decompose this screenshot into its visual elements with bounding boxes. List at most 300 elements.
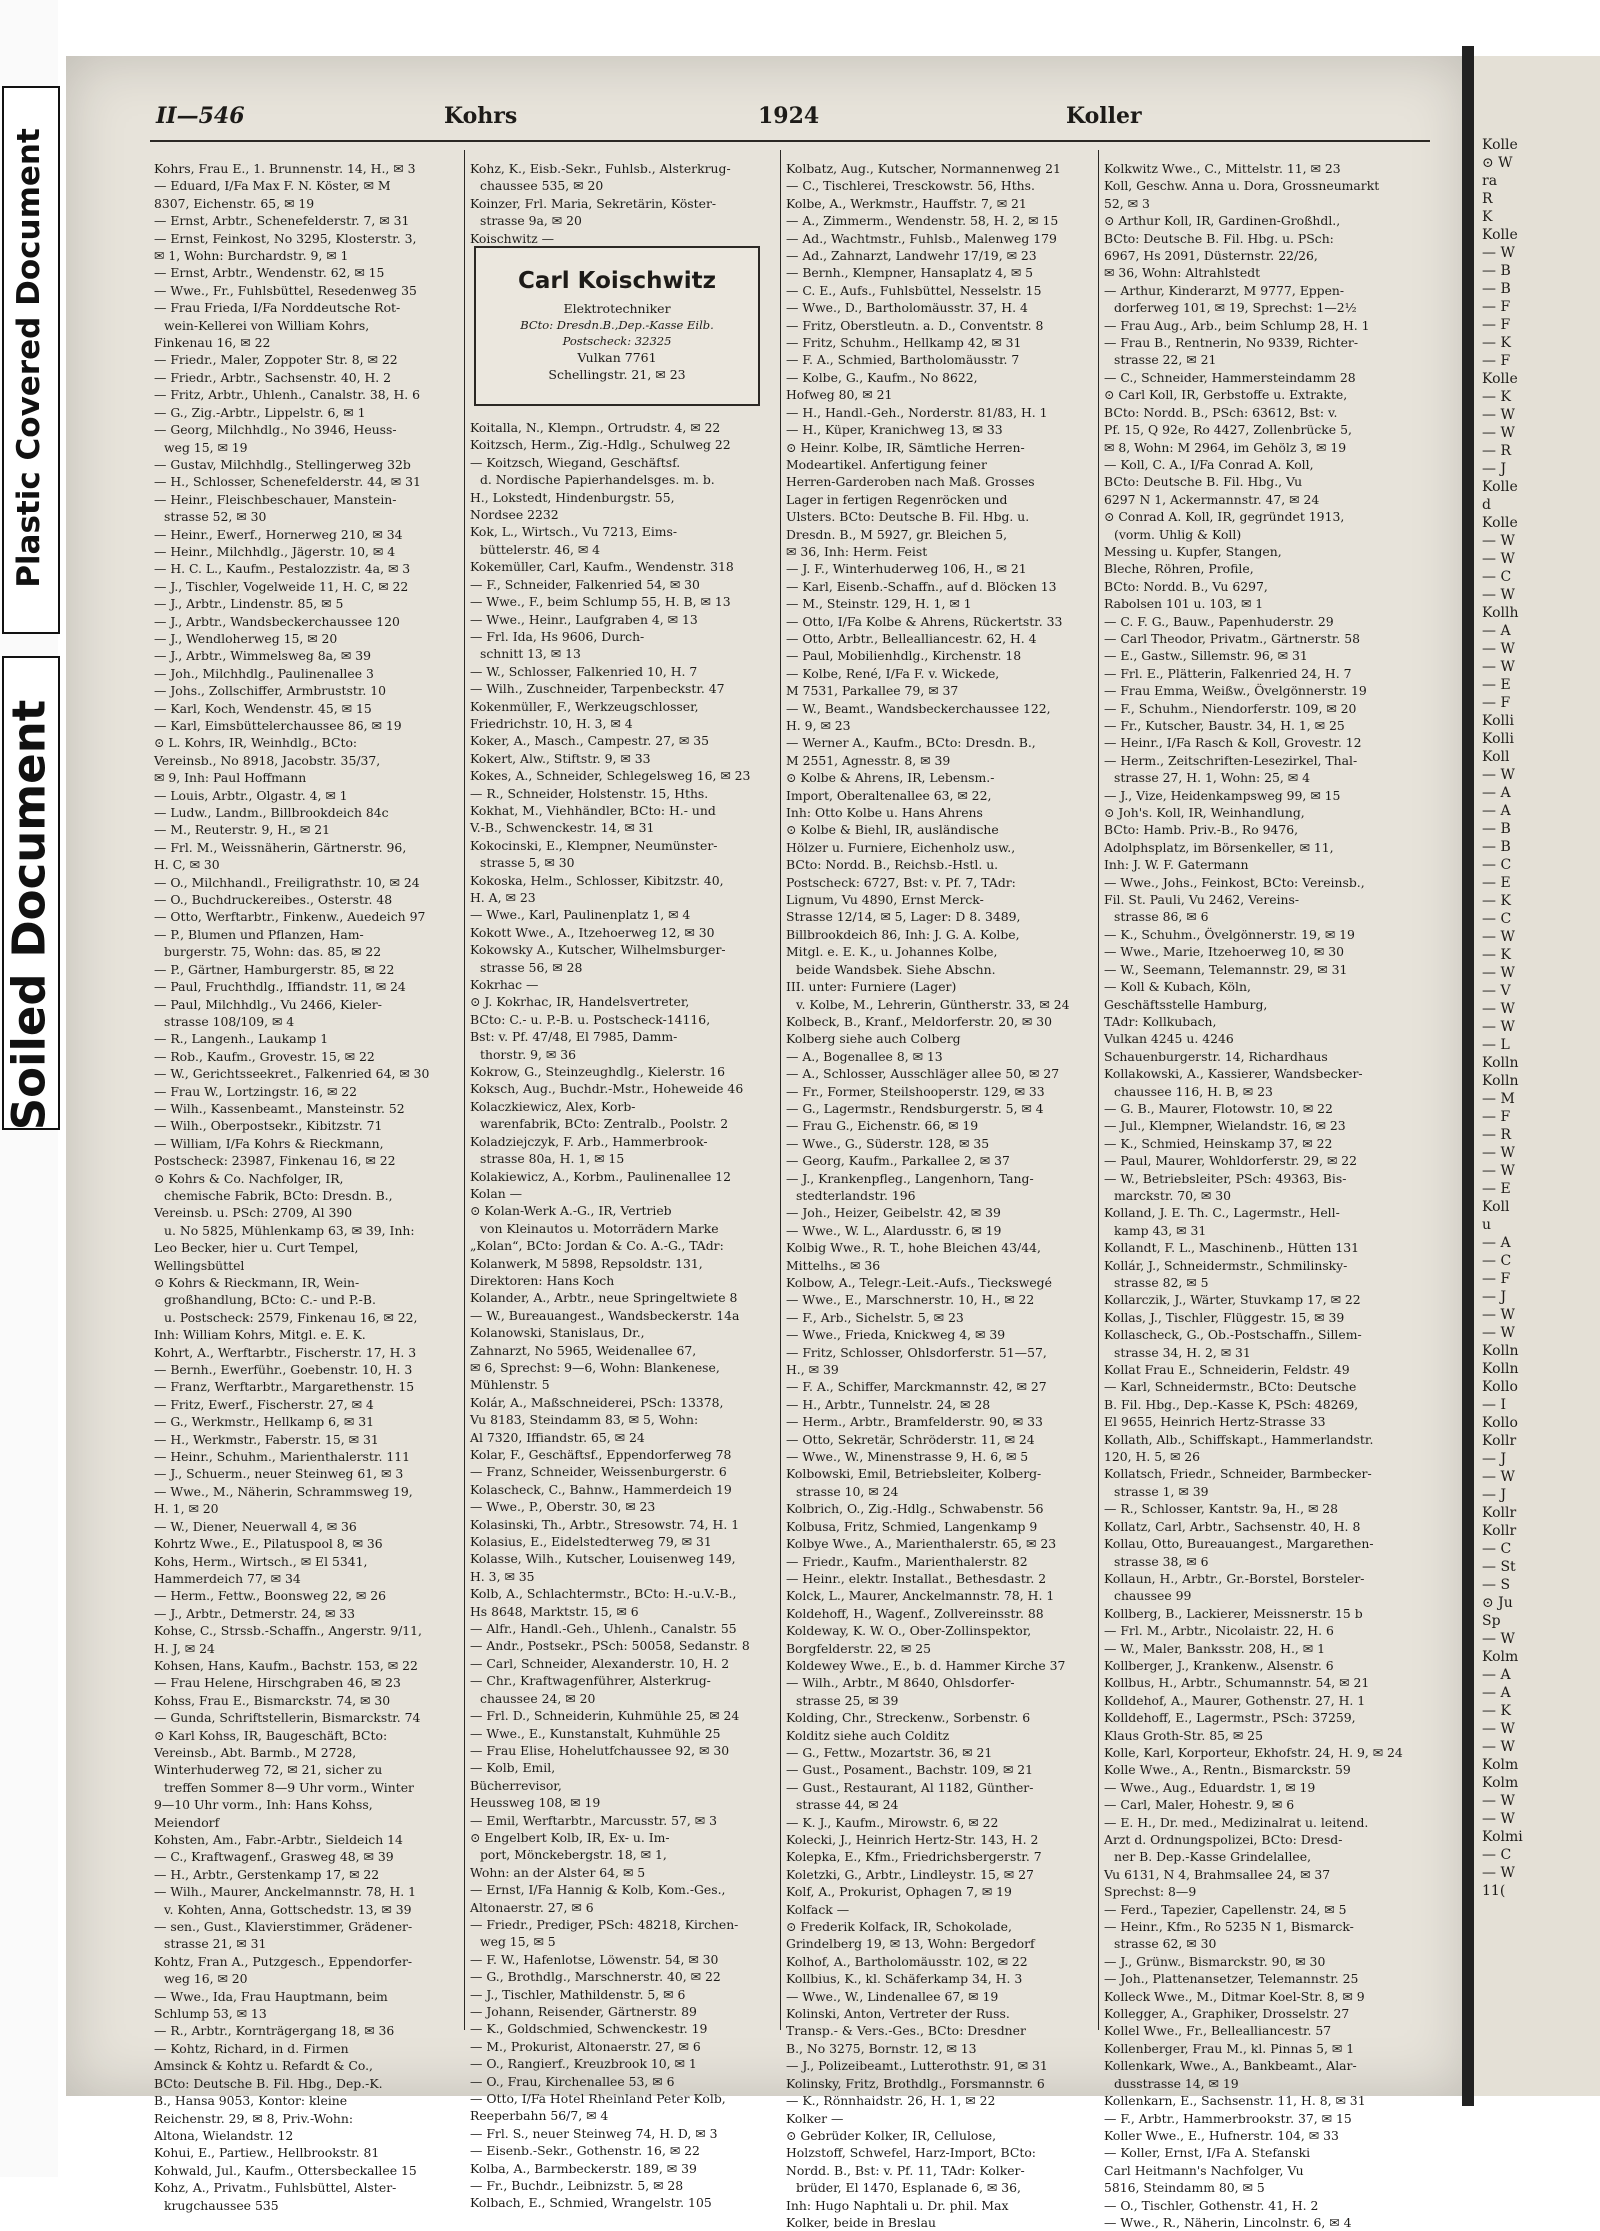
directory-entry-line: Kolker —: [786, 2110, 844, 2126]
next-page-line: — C: [1482, 857, 1512, 873]
directory-entry-line: — Wwe., Fr., Fuhlsbüttel, Resedenweg 35: [154, 282, 417, 298]
next-page-line: — W: [1482, 407, 1515, 423]
next-page-line: — W: [1482, 1793, 1515, 1809]
directory-entry-line: Kokoska, Helm., Schlosser, Kibitzstr. 40,: [470, 872, 724, 888]
ad-postscheck: Postscheck: 32325: [562, 334, 672, 348]
next-page-line: — W: [1482, 425, 1515, 441]
directory-entry-line: — W., Seemann, Telemannstr. 29, ✉ 31: [1104, 961, 1348, 977]
next-page-line: ra: [1482, 173, 1498, 189]
directory-entry-line: — Frl. E., Plätterin, Falkenried 24, H. 7: [1104, 665, 1352, 681]
next-page-line: Koll: [1482, 749, 1510, 765]
directory-entry-line: — F. A., Schmied, Bartholomäusstr. 7: [786, 352, 1020, 368]
next-page-line: — K: [1482, 389, 1511, 405]
directory-entry-line: — A., Zimmerm., Wendenstr. 58, H. 2, ✉ 15: [786, 213, 1059, 229]
directory-entry-line: Kollat Frau E., Schneiderin, Feldstr. 49: [1104, 1362, 1350, 1378]
directory-entry-line: Arzt d. Ordnungspolizei, BCto: Dresd-: [1104, 1832, 1343, 1847]
directory-entry-line: — Wwe., Frieda, Knickweg 4, ✉ 39: [786, 1327, 1006, 1343]
directory-entry-line: — Frau G., Eichenstr. 66, ✉ 19: [786, 1118, 979, 1134]
directory-entry-line: Reichenstr. 29, ✉ 8, Priv.-Wohn:: [154, 2110, 354, 2126]
directory-entry-line: Kolander, A., Arbtr., neue Springeltwiete 8: [470, 1290, 738, 1306]
directory-entry-line: weg 15, ✉ 19: [164, 439, 248, 455]
directory-entry-line: strasse 80a, H. 1, ✉ 15: [480, 1151, 625, 1167]
directory-entry-line: Pf. 15, Q 92e, Ro 4427, Zollenbrücke 5,: [1104, 422, 1352, 438]
directory-entry-line: Kollbius, K., kl. Schäferkamp 34, H. 3: [786, 1971, 1023, 1987]
next-page-line: — K: [1482, 335, 1511, 351]
next-page-line: — C: [1482, 1847, 1512, 1863]
directory-entry-line: ⊙ J. Kokrhac, IR, Handelsvertreter,: [470, 994, 690, 1010]
directory-entry-line: BCto: Deutsche B. Fil. Hbg., Dep.-K.: [154, 2075, 383, 2091]
next-page-line: K: [1482, 209, 1493, 225]
next-page-line: — F: [1482, 695, 1511, 711]
directory-entry-line: H., Lokstedt, Hindenburgstr. 55,: [470, 489, 675, 505]
directory-entry-line: Sprechst: 8—9: [1104, 1884, 1197, 1900]
directory-entry-line: Koitalla, N., Klempn., Ortrudstr. 4, ✉ 22: [470, 420, 721, 436]
directory-entry-line: ✉ 9, Inh: Paul Hoffmann: [154, 770, 307, 786]
next-page-line: — E: [1482, 1181, 1511, 1197]
next-page-line: — L: [1482, 1037, 1510, 1053]
directory-entry-line: Kolleck Wwe., M., Ditmar Koel-Str. 8, ✉ 9: [1104, 1988, 1365, 2004]
directory-entry-line: Kolbow, A., Telegr.-Leit.-Aufs., Tieckswegé: [786, 1275, 1052, 1290]
directory-entry-line: Kolinsky, Fritz, Brothdlg., Forsmannstr. 6: [786, 2075, 1045, 2091]
directory-entry-line: — Heinr., Fleischbeschauer, Manstein-: [154, 491, 397, 507]
directory-entry-line: thorstr. 9, ✉ 36: [480, 1046, 576, 1062]
directory-entry-line: strasse 52, ✉ 30: [164, 509, 267, 525]
directory-entry-line: — Karl, Eimsbüttelerchaussee 86, ✉ 19: [154, 718, 402, 733]
directory-entry-line: ⊙ Carl Koll, IR, Gerbstoffe u. Extrakte,: [1104, 387, 1348, 403]
directory-entry-line: Adolphsplatz, im Börsenkeller, ✉ 11,: [1104, 839, 1334, 855]
directory-entry-line: H. 9, ✉ 23: [786, 718, 851, 733]
directory-entry-line: Kokes, A., Schneider, Schlegelsweg 16, ✉ 23: [470, 768, 751, 784]
directory-entry-line: Klaus Groth-Str. 85, ✉ 25: [1104, 1727, 1263, 1743]
next-page-line: Koll: [1482, 1199, 1510, 1215]
directory-entry-line: ⊙ Heinr. Kolbe, IR, Sämtliche Herren-: [786, 439, 1025, 455]
next-page-line: d: [1482, 497, 1491, 513]
directory-entry-line: — G. B., Maurer, Flotowstr. 10, ✉ 22: [1104, 1100, 1333, 1116]
directory-entry-line: Kolbye Wwe., A., Marienthalerstr. 65, ✉ 23: [786, 1536, 1057, 1552]
directory-entry-line: chaussee 99: [1114, 1588, 1192, 1604]
directory-entry-line: — F., Arb., Sichelstr. 5, ✉ 23: [786, 1309, 964, 1325]
directory-entry-line: Kollberg, B., Lackierer, Meissnerstr. 15 b: [1104, 1605, 1363, 1621]
directory-entry-line: Kolasinski, Th., Arbtr., Stresowstr. 74, H. 1: [470, 1516, 740, 1532]
next-page-line: — B: [1482, 263, 1511, 279]
directory-entry-line: — Wwe., Aug., Eduardstr. 1, ✉ 19: [1104, 1779, 1316, 1795]
next-page-line: — S: [1482, 1577, 1511, 1593]
directory-entry-line: — P., Blumen und Pflanzen, Ham-: [154, 926, 364, 942]
ad-profession: Elektrotechniker: [563, 301, 671, 316]
directory-entry-line: — Frau W., Lortzingstr. 16, ✉ 22: [154, 1083, 358, 1099]
next-page-line: — R: [1482, 443, 1511, 459]
directory-entry-line: Vu 6131, N 4, Brahmsallee 24, ✉ 37: [1104, 1866, 1331, 1882]
directory-entry-line: — Werner A., Kaufm., BCto: Dresdn. B.,: [786, 735, 1036, 751]
directory-entry-line: marckstr. 70, ✉ 30: [1114, 1187, 1232, 1203]
directory-entry-line: Kokemüller, Carl, Kaufm., Wendenstr. 318: [470, 559, 734, 575]
directory-entry-line: — Georg, Kaufm., Parkallee 2, ✉ 37: [786, 1153, 1010, 1169]
directory-entry-line: Koletzki, G., Arbtr., Lindleystr. 15, ✉ 27: [786, 1866, 1034, 1882]
directory-entry-line: Heussweg 108, ✉ 19: [470, 1795, 601, 1811]
directory-entry-line: Nordsee 2232: [470, 507, 559, 523]
directory-entry-line: Kok, L., Wirtsch., Vu 7213, Eims-: [470, 524, 678, 540]
directory-entry-line: Kolle Wwe., A., Rentn., Bismarckstr. 59: [1104, 1762, 1351, 1778]
directory-entry-line: — G., Werkmstr., Hellkamp 6, ✉ 31: [154, 1414, 374, 1430]
directory-entry-line: Kohui, E., Partiew., Hellbrookstr. 81: [154, 2145, 380, 2161]
directory-entry-line: H. C, ✉ 30: [154, 857, 220, 873]
directory-entry-line: — F., Arbtr., Hammerbrookstr. 37, ✉ 15: [1104, 2110, 1352, 2126]
directory-entry-line: — Wilh., Maurer, Anckelmannstr. 78, H. 1: [154, 1884, 417, 1900]
directory-entry-line: — O., Rangierf., Kreuzbrook 10, ✉ 1: [470, 2056, 697, 2072]
directory-entry-line: 6297 N 1, Ackermannstr. 47, ✉ 24: [1104, 491, 1320, 507]
directory-entry-line: — W., Diener, Neuerwall 4, ✉ 36: [154, 1518, 357, 1534]
directory-entry-line: Kollas, J., Tischler, Flüggestr. 15, ✉ 39: [1104, 1309, 1345, 1325]
column-rule-3: [1098, 150, 1099, 2030]
directory-entry-line: — Frl. M., Weissnäherin, Gärtnerstr. 96,: [154, 839, 407, 855]
directory-entry-line: Geschäftsstelle Hamburg,: [1104, 996, 1268, 1012]
directory-entry-line: — Wilh., Zuschneider, Tarpenbeckstr. 47: [470, 681, 725, 697]
next-page-line: — W: [1482, 929, 1515, 945]
directory-entry-line: — Gunda, Schriftstellerin, Bismarckstr. 74: [154, 1710, 421, 1726]
directory-entry-line: Import, Oberaltenallee 63, ✉ 22,: [786, 787, 992, 803]
next-page-line: — W: [1482, 1307, 1515, 1323]
next-page-line: Kolle: [1482, 479, 1518, 495]
directory-entry-line: — Carl Theodor, Privatm., Gärtnerstr. 58: [1104, 630, 1361, 646]
ad-company-name: Carl Koischwitz: [518, 268, 716, 294]
directory-entry-line: — J., Vize, Heidenkampsweg 99, ✉ 15: [1104, 787, 1341, 803]
directory-entry-line: — sen., Gust., Klavierstimmer, Grädener-: [154, 1919, 413, 1935]
next-page-line: — W: [1482, 1721, 1515, 1737]
directory-entry-line: — Gust., Posament., Bachstr. 109, ✉ 21: [786, 1762, 1034, 1778]
directory-entry-line: Direktoren: Hans Koch: [470, 1272, 615, 1288]
directory-entry-line: — R., Arbtr., Kornträgergang 18, ✉ 36: [154, 2023, 395, 2039]
directory-entry-line: — Fr., Kutscher, Baustr. 34, H. 1, ✉ 25: [1104, 718, 1345, 733]
next-page-line: — B: [1482, 821, 1511, 837]
directory-entry-line: H. J, ✉ 24: [154, 1640, 215, 1656]
directory-entry-line: Herren-Garderoben nach Maß. Grosses: [786, 474, 1035, 490]
directory-entry-line: Friedrichstr. 10, H. 3, ✉ 4: [470, 715, 633, 731]
column-rule-2: [780, 150, 781, 2030]
next-page-line: — W: [1482, 551, 1515, 567]
next-page-line: — W: [1482, 1811, 1515, 1827]
directory-entry-line: — H., Arbtr., Tunnelstr. 24, ✉ 28: [786, 1396, 991, 1412]
directory-entry-line: — Kohtz, Richard, in d. Firmen: [154, 2040, 349, 2056]
soiled-document-label: Soiled Document: [2, 699, 56, 1131]
directory-entry-line: — G., Brothdlg., Marschnerstr. 40, ✉ 22: [470, 1969, 721, 1985]
directory-entry-line: — K., Schmied, Heinskamp 37, ✉ 22: [1104, 1135, 1333, 1151]
next-page-line: — B: [1482, 839, 1511, 855]
directory-entry-line: B. Fil. Hbg., Dep.-Kasse K, PSch: 48269,: [1104, 1396, 1359, 1412]
directory-entry-line: — J., Arbtr., Detmerstr. 24, ✉ 33: [154, 1605, 356, 1621]
directory-entry-line: strasse 9a, ✉ 20: [480, 213, 582, 229]
directory-entry-line: chaussee 24, ✉ 20: [480, 1690, 596, 1706]
directory-entry-line: Kolbig Wwe., R. T., hohe Bleichen 43/44,: [786, 1240, 1041, 1256]
next-page-line: — W: [1482, 767, 1515, 783]
directory-entry-line: — Friedr., Arbtr., Sachsenstr. 40, H. 2: [154, 369, 392, 385]
directory-entry-line: Hofweg 80, ✉ 21: [786, 387, 893, 403]
next-page-line: Kolli: [1482, 713, 1514, 729]
directory-entry-line: — E. H., Dr. med., Medizinalrat u. leitend.: [1104, 1814, 1369, 1830]
directory-entry-line: Kollau, Otto, Bureauangest., Margarethen-: [1104, 1536, 1374, 1552]
next-page-line: Kolln: [1482, 1361, 1519, 1377]
directory-entry-line: — Frl. Ida, Hs 9606, Durch-: [470, 628, 645, 644]
directory-entry-line: Schauenburgerstr. 14, Richardhaus: [1104, 1048, 1328, 1064]
directory-entry-line: Kolepka, E., Kfm., Friedrichsbergerstr. 7: [786, 1849, 1042, 1865]
directory-entry-line: — Alfr., Handl.-Geh., Uhlenh., Canalstr. 55: [470, 1621, 737, 1637]
directory-entry-line: — R., Schneider, Holstenstr. 15, Hths.: [470, 785, 709, 801]
next-page-line: — R: [1482, 1127, 1511, 1143]
directory-entry-line: — Wwe., E., Kunstanstalt, Kuhmühle 25: [470, 1725, 721, 1741]
directory-entry-line: Lignum, Vu 4890, Ernst Merck-: [786, 892, 984, 908]
directory-entry-line: brüder, El 1470, Esplanade 6, ✉ 36,: [796, 2180, 1021, 2196]
directory-entry-line: — Ad., Zahnarzt, Landwehr 17/19, ✉ 23: [786, 248, 1037, 264]
directory-entry-line: Dresdn. B., M 5927, gr. Bleichen 5,: [786, 526, 1008, 542]
directory-entry-line: — G., Lagermstr., Rendsburgerstr. 5, ✉ 4: [786, 1100, 1044, 1116]
directory-entry-line: Koller Wwe., E., Hufnerstr. 104, ✉ 33: [1104, 2127, 1339, 2143]
directory-entry-line: BCto: Nordd. B., PSch: 63612, Bst: v.: [1104, 404, 1338, 420]
directory-entry-line: stedterlandstr. 196: [796, 1187, 916, 1203]
directory-entry-line: Kolba, A., Barmbeckerstr. 189, ✉ 39: [470, 2160, 697, 2176]
directory-entry-line: — M., Reuterstr. 9, H., ✉ 21: [154, 822, 330, 838]
directory-entry-line: strasse 34, H. 2, ✉ 31: [1114, 1344, 1251, 1360]
directory-entry-line: — Frau Frieda, I/Fa Norddeutsche Rot-: [154, 300, 401, 316]
directory-entry-line: Kohrt, A., Werftarbtr., Fischerstr. 17, H. 3: [154, 1344, 417, 1360]
directory-entry-line: Kolfack —: [786, 1901, 850, 1917]
directory-entry-line: III. unter: Furniere (Lager): [786, 979, 957, 995]
directory-entry-line: Kolck, L., Maurer, Anckelmannstr. 78, H. 1: [786, 1588, 1055, 1604]
directory-entry-line: — C., Schneider, Hammersteindamm 28: [1104, 369, 1356, 385]
header-right-word: Koller: [1066, 103, 1142, 129]
next-page-line: 11(: [1482, 1883, 1506, 1899]
directory-entry-line: Kolldehof, A., Maurer, Gothenstr. 27, H. 1: [1104, 1692, 1366, 1708]
directory-entry-line: — Otto, I/Fa Kolbe & Ahrens, Rückertstr. 33: [786, 613, 1063, 629]
directory-entry-line: Kolanowski, Stanislaus, Dr.,: [470, 1325, 645, 1341]
directory-entry-line: Kolberg siehe auch Colberg: [786, 1031, 961, 1047]
directory-entry-line: — C., Kraftwagenf., Grasweg 48, ✉ 39: [154, 1849, 394, 1865]
column-rule-1: [464, 150, 465, 2030]
koischwitz-advertisement: [474, 246, 760, 406]
directory-column-4: [1104, 160, 1424, 2230]
directory-entry-line: — Bernh., Ewerführ., Goebenstr. 10, H. 3: [154, 1362, 413, 1378]
plastic-covered-label: Plastic Covered Document: [11, 128, 47, 588]
directory-entry-line: d. Nordische Papierhandelsges. m. b.: [480, 472, 715, 488]
directory-entry-line: — Heinr., Kfm., Ro 5235 N 1, Bismarck-: [1104, 1919, 1354, 1935]
directory-entry-line: Kohse, C., Strssb.-Schaffn., Angerstr. 9/11,: [154, 1623, 423, 1639]
directory-entry-line: — H., Handl.-Geh., Norderstr. 81/83, H. 1: [786, 404, 1048, 420]
directory-entry-line: — J., Tischler, Vogelweide 11, H. C, ✉ 22: [154, 578, 409, 594]
directory-entry-line: — Wwe., Marie, Itzehoerweg 10, ✉ 30: [1104, 944, 1344, 960]
directory-entry-line: Kollascheck, G., Ob.-Postschaffn., Sillem-: [1104, 1327, 1362, 1343]
directory-entry-line: — Otto, Werftarbtr., Finkenw., Auedeich 97: [154, 909, 426, 925]
directory-entry-line: Kolker, beide in Breslau: [786, 2214, 936, 2230]
directory-entry-line: — Franz, Schneider, Weissenburgerstr. 6: [470, 1464, 727, 1480]
directory-entry-line: — Bernh., Klempner, Hansaplatz 4, ✉ 5: [786, 265, 1034, 281]
directory-entry-line: — Wilh., Oberpostsekr., Kibitzstr. 71: [154, 1118, 383, 1134]
directory-entry-line: Postscheck: 6727, Bst: v. Pf. 7, TAdr:: [786, 874, 1016, 890]
directory-entry-line: beide Wandsbek. Siehe Abschn.: [796, 961, 996, 977]
directory-entry-line: — Wwe., M., Näherin, Schrammsweg 19,: [154, 1483, 413, 1499]
directory-entry-line: Lager in fertigen Regenröcken und: [786, 491, 1008, 507]
next-page-line: Kolln: [1482, 1055, 1519, 1071]
directory-entry-line: Modeartikel. Anfertigung feiner: [786, 456, 987, 472]
directory-entry-line: — Frl. S., neuer Steinweg 74, H. D, ✉ 3: [470, 2125, 718, 2141]
directory-entry-line: Kollath, Alb., Schiffskapt., Hammerlandstr.: [1104, 1431, 1374, 1447]
directory-entry-line: Kolb, A., Schlachtermstr., BCto: H.-u.V.-B.,: [470, 1586, 737, 1602]
directory-entry-line: Kolldehoff, E., Lagermstr., PSch: 37259,: [1104, 1710, 1356, 1726]
next-page-line: Kolli: [1482, 731, 1514, 747]
next-page-line: Kolln: [1482, 1073, 1519, 1089]
directory-entry-line: Kolbrich, O., Zig.-Hdlg., Schwabenstr. 56: [786, 1501, 1044, 1517]
next-page-line: ⊙ Ju: [1482, 1595, 1513, 1611]
directory-entry-line: Kollakowski, A., Kassierer, Wandsbecker-: [1104, 1066, 1363, 1082]
directory-entry-line: 6967, Hs 2091, Düsternstr. 22/26,: [1104, 248, 1318, 264]
directory-entry-line: — Heinr., Schuhm., Marienthalerstr. 111: [154, 1449, 410, 1465]
directory-entry-line: Schlump 53, ✉ 13: [154, 2006, 267, 2022]
next-page-line: — V: [1482, 983, 1511, 999]
directory-entry-line: strasse 82, ✉ 5: [1114, 1275, 1209, 1290]
next-page-line: Kolle: [1482, 227, 1518, 243]
directory-entry-line: Inh: William Kohrs, Mitgl. e. E. K.: [154, 1327, 366, 1343]
directory-entry-line: — J., Arbtr., Lindenstr. 85, ✉ 5: [154, 596, 344, 612]
directory-entry-line: — Ad., Wachtmstr., Fuhlsb., Malenweg 179: [786, 230, 1057, 246]
next-page-line: — E: [1482, 875, 1511, 891]
directory-entry-line: Kolbeck, B., Kranf., Meldorferstr. 20, ✉ 30: [786, 1013, 1053, 1029]
directory-entry-line: — Rob., Kaufm., Grovestr. 15, ✉ 22: [154, 1048, 375, 1064]
next-page-line: — W: [1482, 965, 1515, 981]
directory-entry-line: — Otto, Sekretär, Schröderstr. 11, ✉ 24: [786, 1431, 1035, 1447]
directory-entry-line: El 9655, Heinrich Hertz-Strasse 33: [1104, 1414, 1326, 1430]
directory-column-2: [470, 160, 776, 2211]
directory-entry-line: Kolascheck, C., Bahnw., Hammerdeich 19: [470, 1481, 732, 1497]
next-page-line: — W: [1482, 1145, 1515, 1161]
directory-entry-line: Koitzsch, Herm., Zig.-Hdlg., Schulweg 22: [470, 437, 731, 453]
next-page-line: — W: [1482, 1469, 1515, 1485]
directory-entry-line: „Kolan“, BCto: Jordan & Co. A.-G., TAdr:: [470, 1238, 724, 1254]
directory-entry-line: — Wwe., Johs., Feinkost, BCto: Vereinsb.,: [1104, 874, 1365, 890]
directory-entry-line: Amsinck & Kohtz u. Refardt & Co.,: [154, 2058, 373, 2074]
directory-entry-line: ⊙ L. Kohrs, IR, Weinhdlg., BCto:: [154, 735, 358, 751]
directory-entry-line: Kolinski, Anton, Vertreter der Russ.: [786, 2006, 1010, 2022]
directory-entry-line: M 2551, Agnesstr. 8, ✉ 39: [786, 752, 951, 768]
directory-entry-line: — Herm., Zeitschriften-Lesezirkel, Thal-: [1104, 752, 1358, 768]
directory-entry-line: — Joh., Heizer, Geibelstr. 42, ✉ 39: [786, 1205, 1001, 1221]
header-year: 1924: [758, 103, 820, 129]
directory-entry-line: — Johann, Reisender, Gärtnerstr. 89: [470, 2004, 697, 2019]
directory-entry-line: Mitgl. e. E. K., u. Johannes Kolbe,: [786, 944, 998, 960]
directory-entry-line: — Ferd., Tapezier, Capellenstr. 24, ✉ 5: [1104, 1901, 1347, 1917]
directory-entry-line: — Wwe., R., Näherin, Lincolnstr. 6, ✉ 4: [1104, 2214, 1352, 2230]
directory-entry-line: Kollbus, H., Arbtr., Schumannstr. 54, ✉ 21: [1104, 1675, 1370, 1691]
next-page-line: — W: [1482, 659, 1515, 675]
directory-entry-line: Kolland, J. E. Th. C., Lagermstr., Hell-: [1104, 1205, 1340, 1221]
next-page-line: — W: [1482, 533, 1515, 549]
directory-entry-line: schnitt 13, ✉ 13: [480, 646, 581, 662]
directory-entry-line: Bleche, Röhren, Profile,: [1104, 561, 1254, 577]
directory-entry-line: 120, H. 5, ✉ 26: [1104, 1449, 1201, 1465]
directory-entry-line: — Wwe., W. L., Alardusstr. 6, ✉ 19: [786, 1222, 1002, 1238]
directory-entry-line: Kollatsch, Friedr., Schneider, Barmbecker-: [1104, 1466, 1372, 1482]
directory-entry-line: Holzstoff, Schwefel, Harz-Import, BCto:: [786, 2145, 1036, 2161]
next-page-line: — W: [1482, 1019, 1515, 1035]
directory-entry-line: ⊙ Frederik Kolfack, IR, Schokolade,: [786, 1919, 1012, 1935]
directory-entry-line: — Kolb, Emil,: [470, 1760, 556, 1776]
directory-entry-line: Kolbach, E., Schmied, Wrangelstr. 105: [470, 2195, 712, 2211]
next-page-line: — J: [1482, 1487, 1507, 1503]
directory-entry-line: wein-Kellerei von William Kohrs,: [164, 317, 370, 333]
directory-entry-line: — Eduard, I/Fa Max F. N. Köster, ✉ M: [154, 178, 391, 194]
directory-entry-line: — O., Milchhandl., Freiligrathstr. 10, ✉ 24: [154, 874, 420, 890]
directory-entry-line: BCto: C.- u. P.-B. u. Postscheck-14116,: [470, 1011, 711, 1027]
directory-entry-line: Kolaczkiewicz, Alex, Korb-: [470, 1098, 636, 1114]
directory-entry-line: — Gust., Restaurant, Al 1182, Günther-: [786, 1779, 1034, 1795]
directory-entry-line: Kollaun, H., Arbtr., Gr.-Borstel, Borsteler-: [1104, 1570, 1365, 1586]
next-page-line: — M: [1482, 1091, 1515, 1107]
directory-entry-line: — Frl. M., Arbtr., Nicolaistr. 22, H. 6: [1104, 1623, 1334, 1639]
directory-entry-line: Kokocinski, E., Klempner, Neumünster-: [470, 837, 718, 853]
directory-entry-line: Nordd. B., Bst: v. Pf. 11, TAdr: Kolker-: [786, 2162, 1025, 2178]
next-page-line: — W: [1482, 1865, 1515, 1881]
next-page-line: Kollo: [1482, 1379, 1518, 1395]
directory-entry-line: Hölzer u. Furniere, Eichenholz usw.,: [786, 839, 1016, 855]
next-page-line: Kolln: [1482, 1343, 1519, 1359]
next-page-line: ⊙ W: [1482, 155, 1513, 171]
directory-entry-line: ⊙ Gebrüder Kolker, IR, Cellulose,: [786, 2127, 997, 2143]
header-rule: [150, 140, 1430, 142]
next-page-line: — W: [1482, 1163, 1515, 1179]
directory-entry-line: — Gustav, Milchhdlg., Stellingerweg 32b: [154, 456, 411, 472]
directory-entry-line: 9—10 Uhr vorm., Inh: Hans Kohss,: [154, 1797, 373, 1813]
directory-entry-line: v. Kolbe, M., Lehrerin, Güntherstr. 33, ✉ 24: [796, 996, 1070, 1012]
directory-entry-line: — Fritz, Ewerf., Fischerstr. 27, ✉ 4: [154, 1396, 374, 1412]
next-page-line: — A: [1482, 803, 1511, 819]
ad-phone: Vulkan 7761: [577, 350, 657, 365]
directory-entry-line: u. Postscheck: 2579, Finkenau 16, ✉ 22,: [164, 1309, 418, 1325]
directory-entry-line: — Paul, Mobilienhdlg., Kirchenstr. 18: [786, 648, 1022, 664]
directory-entry-line: büttelerstr. 46, ✉ 4: [480, 541, 601, 557]
directory-entry-line: Kolbusa, Fritz, Schmied, Langenkamp 9: [786, 1518, 1038, 1534]
directory-entry-line: — Georg, Milchhdlg., No 3946, Heuss-: [154, 422, 397, 438]
directory-entry-line: port, Mönckebergstr. 18, ✉ 1,: [480, 1847, 667, 1863]
directory-entry-line: — R., Schlosser, Kantstr. 9a, H., ✉ 28: [1104, 1501, 1339, 1517]
directory-entry-line: — Koller, Ernst, I/Fa A. Stefanski: [1104, 2145, 1311, 2161]
directory-entry-line: B., Hansa 9053, Kontor: kleine: [154, 2093, 348, 2109]
directory-entry-line: — A., Schlosser, Ausschläger allee 50, ✉ 27: [786, 1066, 1060, 1082]
directory-entry-line: Kokowsky A., Kutscher, Wilhelmsburger-: [470, 942, 726, 958]
directory-entry-line: Kohss, Frau E., Bismarckstr. 74, ✉ 30: [154, 1692, 391, 1708]
directory-entry-line: Hammerdeich 77, ✉ 34: [154, 1570, 301, 1586]
next-page-line: — J: [1482, 461, 1507, 477]
next-page-line: — C: [1482, 569, 1512, 585]
directory-entry-line: — Fritz, Oberstleutn. a. D., Conventstr. 8: [786, 317, 1044, 333]
directory-entry-line: Reeperbahn 56/7, ✉ 4: [470, 2108, 609, 2124]
directory-entry-line: chemische Fabrik, BCto: Dresdn. B.,: [164, 1187, 393, 1203]
directory-entry-line: — Carl, Schneider, Alexanderstr. 10, H. 2: [470, 1655, 730, 1671]
directory-entry-line: — Carl, Maler, Hohestr. 9, ✉ 6: [1104, 1797, 1295, 1813]
directory-entry-line: Hs 8648, Marktstr. 15, ✉ 6: [470, 1603, 639, 1619]
next-page-line: — K: [1482, 1703, 1511, 1719]
next-page-line: Kolle: [1482, 515, 1518, 531]
directory-entry-line: — Kolbe, René, I/Fa F. v. Wickede,: [786, 665, 1000, 681]
directory-entry-line: kamp 43, ✉ 31: [1114, 1222, 1207, 1238]
next-page-line: Kolm: [1482, 1757, 1519, 1773]
directory-entry-line: Vereinsb. u. PSch: 2709, Al 390: [154, 1205, 353, 1221]
directory-entry-line: — Wwe., F., beim Schlump 55, H. B, ✉ 13: [470, 594, 731, 610]
directory-entry-line: — Frau Helene, Hirschgraben 46, ✉ 23: [154, 1675, 401, 1691]
directory-entry-line: — G., Fettw., Mozartstr. 36, ✉ 21: [786, 1744, 993, 1760]
directory-entry-line: — C. E., Aufs., Fuhlsbüttel, Nesselstr. 15: [786, 282, 1042, 298]
directory-entry-line: — R., Langenh., Laukamp 1: [154, 1031, 329, 1047]
directory-entry-line: — H., Arbtr., Gerstenkamp 17, ✉ 22: [154, 1866, 380, 1882]
next-page-line: — C: [1482, 1253, 1512, 1269]
directory-entry-line: — F., Schneider, Falkenried 54, ✉ 30: [470, 576, 700, 592]
directory-entry-line: ⊙ Kolan-Werk A.-G., IR, Vertrieb: [470, 1203, 672, 1219]
directory-entry-line: — J., Polizeibeamt., Lutterothstr. 91, ✉ 31: [786, 2058, 1048, 2074]
